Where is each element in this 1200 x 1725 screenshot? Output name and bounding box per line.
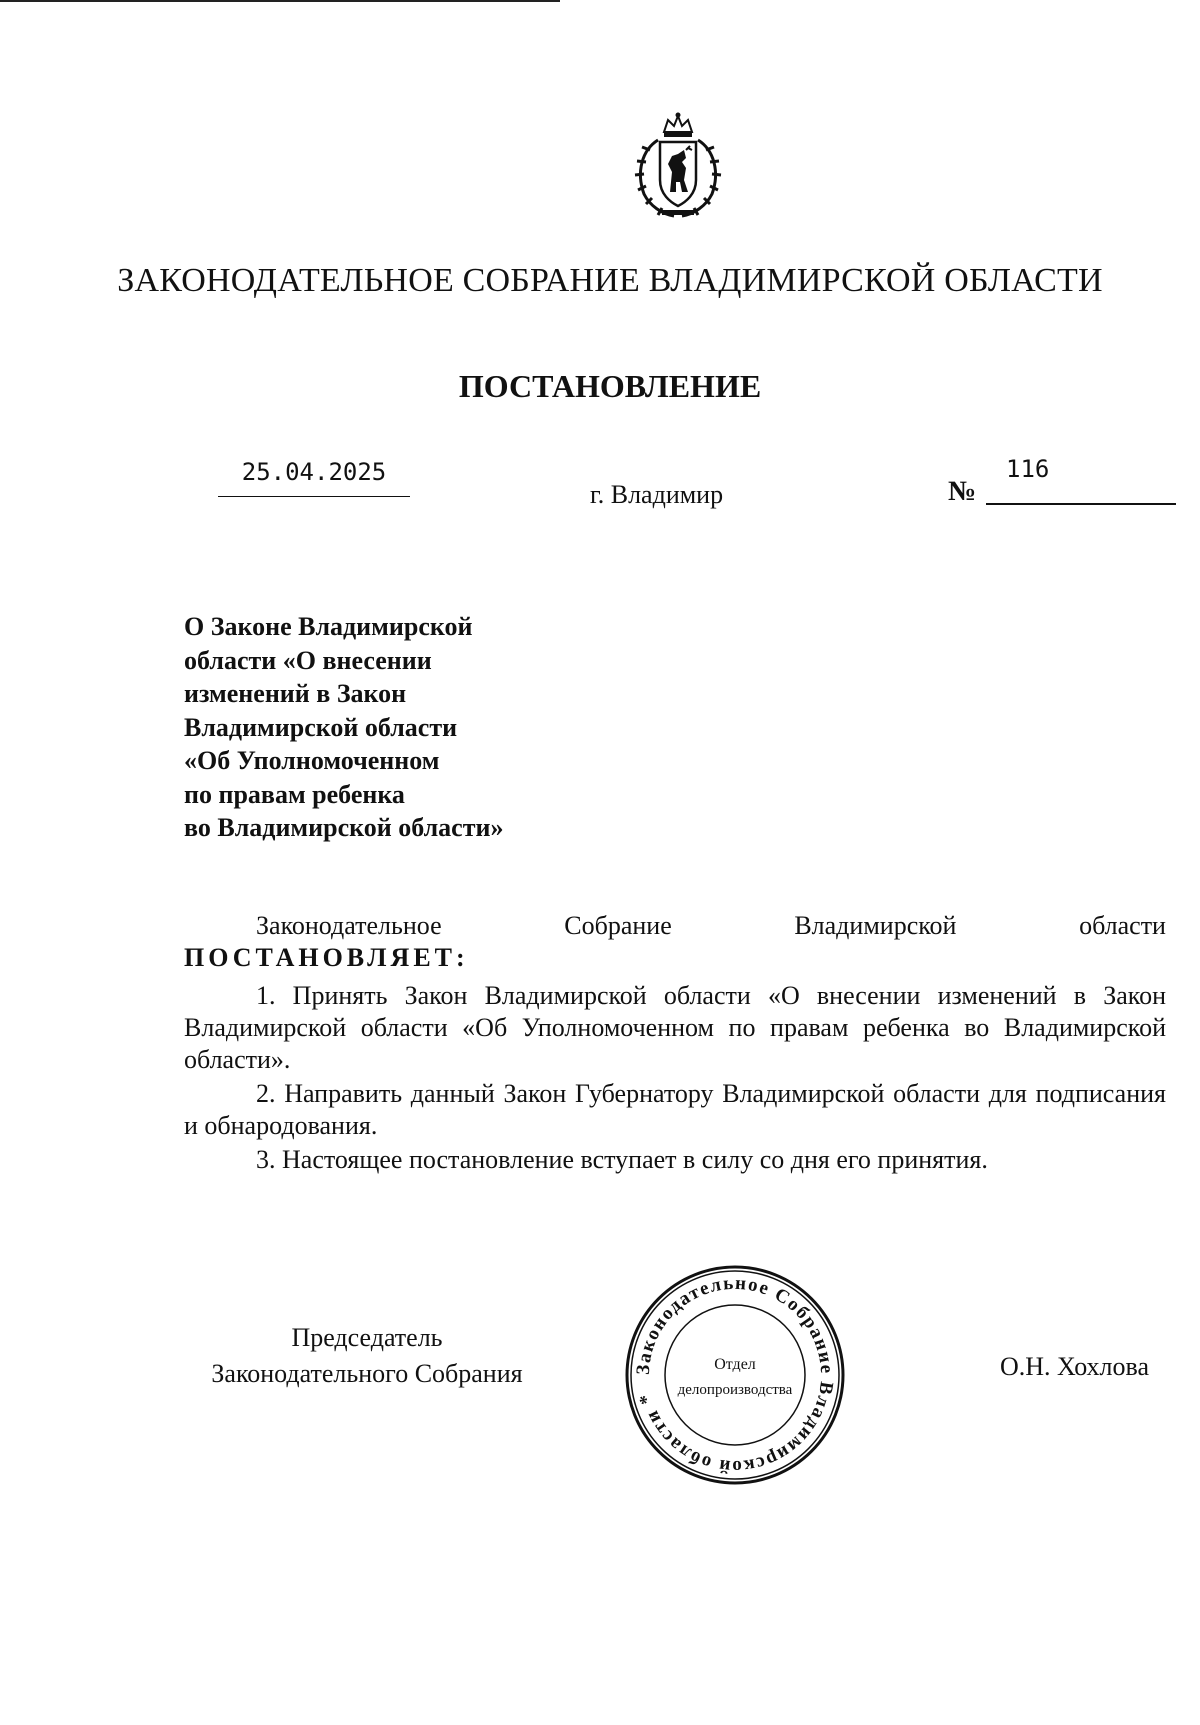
stamp-center-line: Отдел xyxy=(714,1356,756,1373)
subject-line: изменений в Закон xyxy=(184,679,407,708)
preamble xyxy=(184,910,1166,974)
subject-line: области «О внесении xyxy=(184,645,432,675)
signatory-name: О.Н. Хохлова xyxy=(1000,1352,1149,1381)
number-underline xyxy=(986,503,1176,505)
preamble-word: Собрание xyxy=(564,911,672,940)
subject-line: О Законе Владимирской xyxy=(184,612,473,641)
subject-line: по правам ребенка xyxy=(184,779,405,809)
document-type-title: ПОСТАНОВЛЕНИЕ xyxy=(458,368,762,404)
document-city: г. Владимир xyxy=(590,480,724,509)
signatory-title xyxy=(190,1320,544,1392)
svg-text:Законодательное Собрание Влади xyxy=(633,1273,837,1477)
decree-item: 1. Принять Закон Владимирской области «О внесении изменений в Закон Владимирской области «Об Уполномоченном по правам ребенка во Владимирской области». xyxy=(184,981,1166,1074)
stamp-ring-text: Законодательное Собрание Владимирской области * xyxy=(632,1272,838,1478)
coat-of-arms-icon xyxy=(628,110,728,222)
decree-item: 2. Направить данный Закон Губернатору Владимирской области для подписания и обнародования. xyxy=(184,1079,1166,1140)
decree-word: ПОСТАНОВЛЯЕТ: xyxy=(184,943,469,972)
preamble-word: Владимирской xyxy=(794,911,957,940)
organization-title: ЗАКОНОДАТЕЛЬНОЕ СОБРАНИЕ ВЛАДИМИРСКОЙ ОБЛАСТИ xyxy=(117,262,1103,299)
preamble-line xyxy=(184,910,1166,942)
document-subject xyxy=(184,610,584,845)
decree-item: 3. Настоящее постановление вступает в силу со дня его принятия. xyxy=(256,1145,988,1174)
subject-line: Владимирской области xyxy=(184,712,458,742)
preamble-word: Законодательное xyxy=(256,911,442,940)
number-label: № xyxy=(948,476,977,507)
signatory-title-line: Председатель xyxy=(291,1323,443,1352)
subject-line: «Об Уполномоченном xyxy=(184,746,440,775)
signatory-title-line: Законодательного Собрания xyxy=(211,1359,523,1388)
scan-edge-line xyxy=(0,0,560,2)
document-number: 116 xyxy=(1006,455,1050,483)
round-seal-stamp xyxy=(622,1262,848,1488)
stamp-center-line: делопроизводства xyxy=(677,1382,793,1398)
subject-line: во Владимирской области» xyxy=(184,813,504,842)
decree-items xyxy=(184,980,1166,1178)
preamble-word: области xyxy=(1079,911,1166,940)
document-date: 25.04.2025 xyxy=(218,458,410,497)
